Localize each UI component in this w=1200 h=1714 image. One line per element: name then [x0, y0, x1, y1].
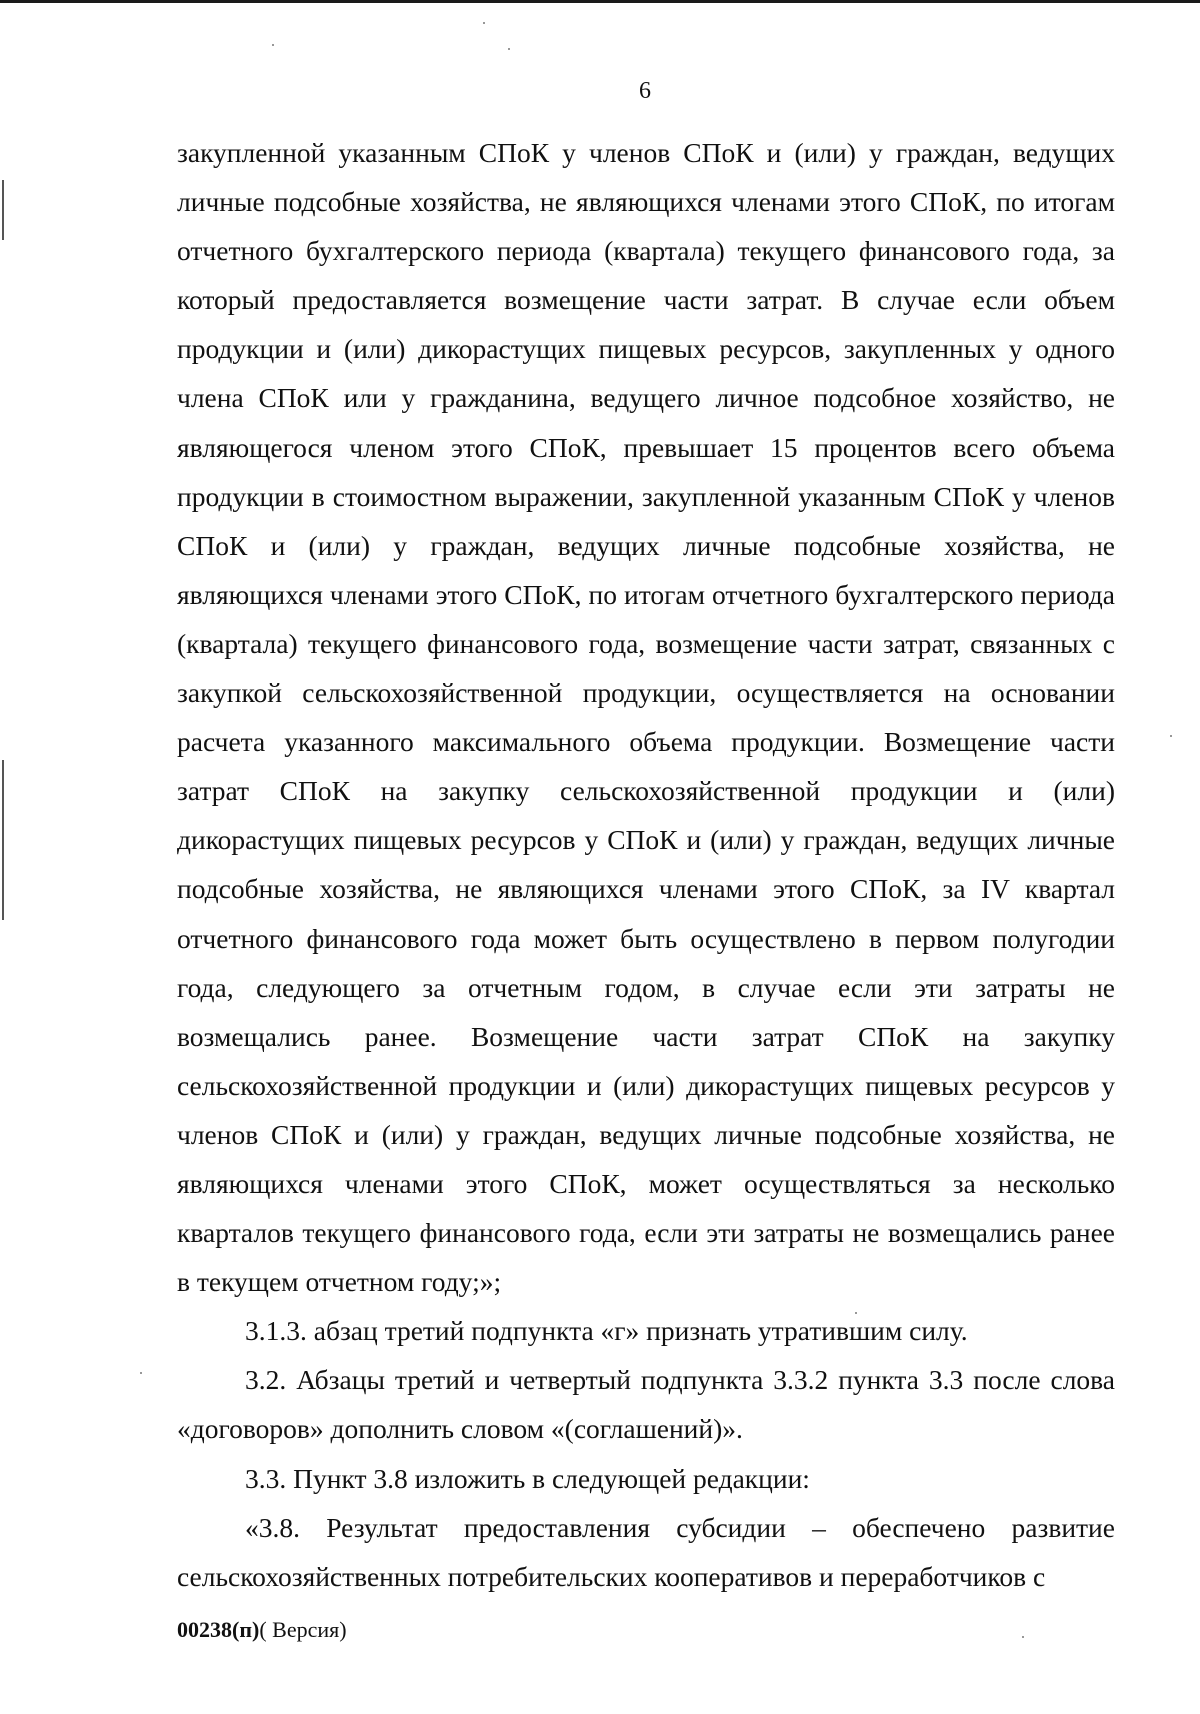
- scan-edge-mark: [2, 180, 4, 240]
- scan-speck: [272, 44, 274, 46]
- scan-speck: [1022, 1636, 1024, 1638]
- scan-speck: [483, 22, 485, 24]
- scan-speck: [508, 48, 510, 50]
- scan-speck: [1170, 735, 1172, 737]
- scan-edge-mark: [2, 760, 4, 920]
- paragraph-3-8: «3.8. Результат предоставления субсидии – обеспечено развитие сельскохозяйственных потребительских кооперативов и переработчиков с: [177, 1511, 1115, 1592]
- scan-speck: [140, 1372, 142, 1374]
- document-version: ( Версия): [259, 1617, 347, 1642]
- document-code: 00238(п): [177, 1617, 260, 1642]
- paragraph-3-2: 3.2. Абзацы третий и четвертый подпункта 3.3.2 пункта 3.3 после слова «договоров» дополнить словом «(соглашений)».: [177, 1364, 1115, 1445]
- top-border-rule: [0, 0, 1200, 3]
- page-number: 6: [639, 78, 651, 104]
- paragraph-3-3: 3.3. Пункт 3.8 изложить в следующей редакции:: [245, 1462, 810, 1494]
- document-footer: [177, 1617, 347, 1643]
- paragraph-3-1-3: 3.1.3. абзац третий подпункта «г» признать утратившим силу.: [245, 1315, 968, 1347]
- paragraph-continuation: закупленной указанным СПоК у членов СПоК и (или) у граждан, ведущих личные подсобные хозяйства, не являющихся членами этого СПоК, по итогам отчетного бухгалтерского периода (квартала) текущего финансового года, за который предоставляется возмещение части затрат. В случае если объем продукции и (или) дикорастущих пищевых ресурсов, закупленных у одного члена СПоК или у гражданина, ведущего личное подсобное хозяйство, не являющегося членом этого СПоК, превышает 15 процентов всего объема продукции в стоимостном выражении, закупленной указанным СПоК у членов СПоК и (или) у граждан, ведущих личные подсобные хозяйства, не являющихся членами этого СПоК, по итогам отчетного бухгалтерского периода (квартала) текущего финансового года, возмещение части затрат, связанных с закупкой сельскохозяйственной продукции, осуществляется на основании расчета указанного максимального объема продукции. Возмещение части затрат СПоК на закупку сельскохозяйственной продукции и (или) дикорастущих пищевых ресурсов у СПоК и (или) у граждан, ведущих личные подсобные хозяйства, не являющихся членами этого СПоК, за IV квартал отчетного финансового года может быть осуществлено в первом полугодии года, следующего за отчетным годом, в случае если эти затраты не возмещались ранее. Возмещение части затрат СПоК на закупку сельскохозяйственной продукции и (или) дикорастущих пищевых ресурсов у членов СПоК и (или) у граждан, ведущих личные подсобные хозяйства, не являющихся членами этого СПоК, может осуществляться за несколько кварталов текущего финансового года, если эти затраты не возмещались ранее в текущем отчетном году;»;: [177, 137, 1115, 1298]
- document-body: [177, 128, 1115, 1601]
